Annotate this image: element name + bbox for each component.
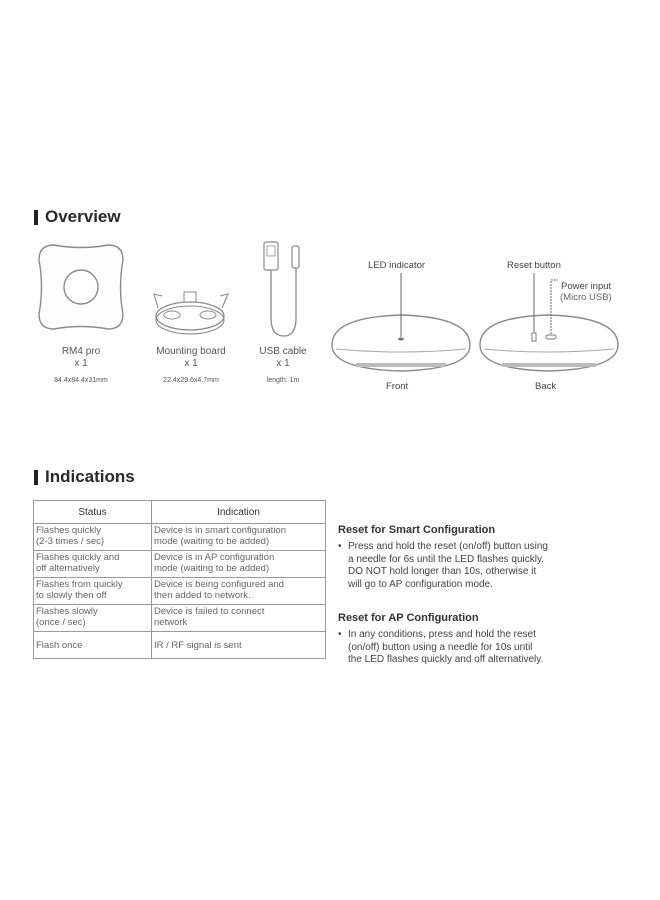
table-row (34, 578, 326, 605)
indication-cell (152, 632, 326, 659)
led-indicator-label: LED indicator (368, 260, 426, 271)
status-cell (34, 551, 152, 578)
cell-line: Flashes from quickly (36, 579, 123, 590)
front-view (332, 273, 470, 371)
item-qty: x 1 (276, 358, 290, 369)
text-line: will go to AP configuration mode. (348, 578, 493, 590)
front-label: Front (386, 381, 409, 392)
indications-table (33, 500, 326, 659)
cell-line: then added to network. (154, 590, 251, 601)
status-cell (34, 605, 152, 632)
text-line: (on/off) button using a needle for 10s until (348, 641, 533, 653)
text-line: the LED flashes quickly and off alternatively. (348, 654, 544, 665)
item-qty: x 1 (184, 358, 198, 369)
overview-title: Overview (45, 207, 121, 226)
cell-line: IR / RF signal is sent (154, 639, 242, 651)
reset-smart-body (338, 541, 620, 591)
cell-line: to slowly then off (36, 590, 107, 601)
item-usb-cable (248, 346, 318, 384)
item-dims: length: 1m (266, 377, 300, 384)
cell-line: mode (waiting to be added) (154, 563, 270, 574)
rm4-pro-image (36, 242, 126, 332)
indication-cell (152, 578, 326, 605)
power-input-sub-label: (Micro USB) (560, 292, 612, 303)
cell-line: (2-3 times / sec) (36, 536, 105, 547)
bullet-icon: • (338, 541, 342, 552)
table-row (34, 524, 326, 551)
cell-line: mode (waiting to be added) (154, 536, 270, 547)
item-dims: 22.4x29.6x4.7mm (163, 377, 219, 384)
status-cell (34, 578, 152, 605)
reset-button-label: Reset button (507, 260, 561, 271)
status-cell (34, 524, 152, 551)
cell-line: (once / sec) (36, 617, 86, 628)
cell-line: Device is being configured and (154, 579, 284, 590)
device-front-back-diagram (326, 255, 636, 385)
text-line: Press and hold the reset (on/off) button using (348, 541, 548, 552)
indication-cell (152, 605, 326, 632)
table-row (34, 551, 326, 578)
item-name: RM4 pro (61, 346, 101, 357)
reset-smart-title: Reset for Smart Configuration (338, 524, 496, 536)
status-cell (34, 632, 152, 659)
item-rm4-pro (36, 346, 126, 384)
cell-line: off alternatively (36, 563, 100, 574)
indication-cell (152, 551, 326, 578)
item-dims: 84.4x84.4x31mm (54, 377, 108, 384)
cell-line: Device is failed to connect (154, 606, 265, 617)
cell-line: Device is in smart configuration (154, 525, 286, 536)
status-header: Status (34, 501, 152, 524)
table-row (34, 605, 326, 632)
usb-cable-image (258, 238, 308, 342)
overview-heading (34, 207, 121, 227)
cell-line: Flashes quickly (36, 525, 101, 536)
mounting-board-image (150, 286, 236, 338)
table-header-row (34, 501, 326, 524)
item-name: USB cable (259, 346, 307, 357)
cell-line: Flashes slowly (36, 606, 98, 617)
text-line: In any conditions, press and hold the reset (348, 629, 536, 640)
cell-line: Flash once (36, 639, 83, 651)
power-input-label: Power input (561, 281, 612, 292)
indication-header: Indication (152, 501, 326, 524)
bullet-icon: • (338, 629, 342, 640)
indication-cell (152, 524, 326, 551)
item-name: Mounting board (156, 346, 226, 357)
heading-bar (34, 470, 38, 485)
cell-line: Flashes quickly and (36, 552, 120, 563)
indications-heading (34, 467, 135, 487)
cell-line: network (154, 617, 188, 628)
item-mounting-board (138, 346, 244, 384)
reset-ap-body (338, 629, 620, 667)
heading-bar (34, 210, 38, 225)
indications-title: Indications (45, 467, 135, 486)
table-row (34, 632, 326, 659)
back-label: Back (535, 381, 557, 392)
reset-ap-title: Reset for AP Configuration (338, 612, 479, 624)
text-line: a needle for 6s until the LED flashes quickly. (348, 553, 545, 565)
cell-line: Device is in AP configuration (154, 552, 275, 563)
item-qty: x 1 (74, 358, 88, 369)
text-line: DO NOT hold longer than 10s, otherwise it (348, 566, 537, 577)
